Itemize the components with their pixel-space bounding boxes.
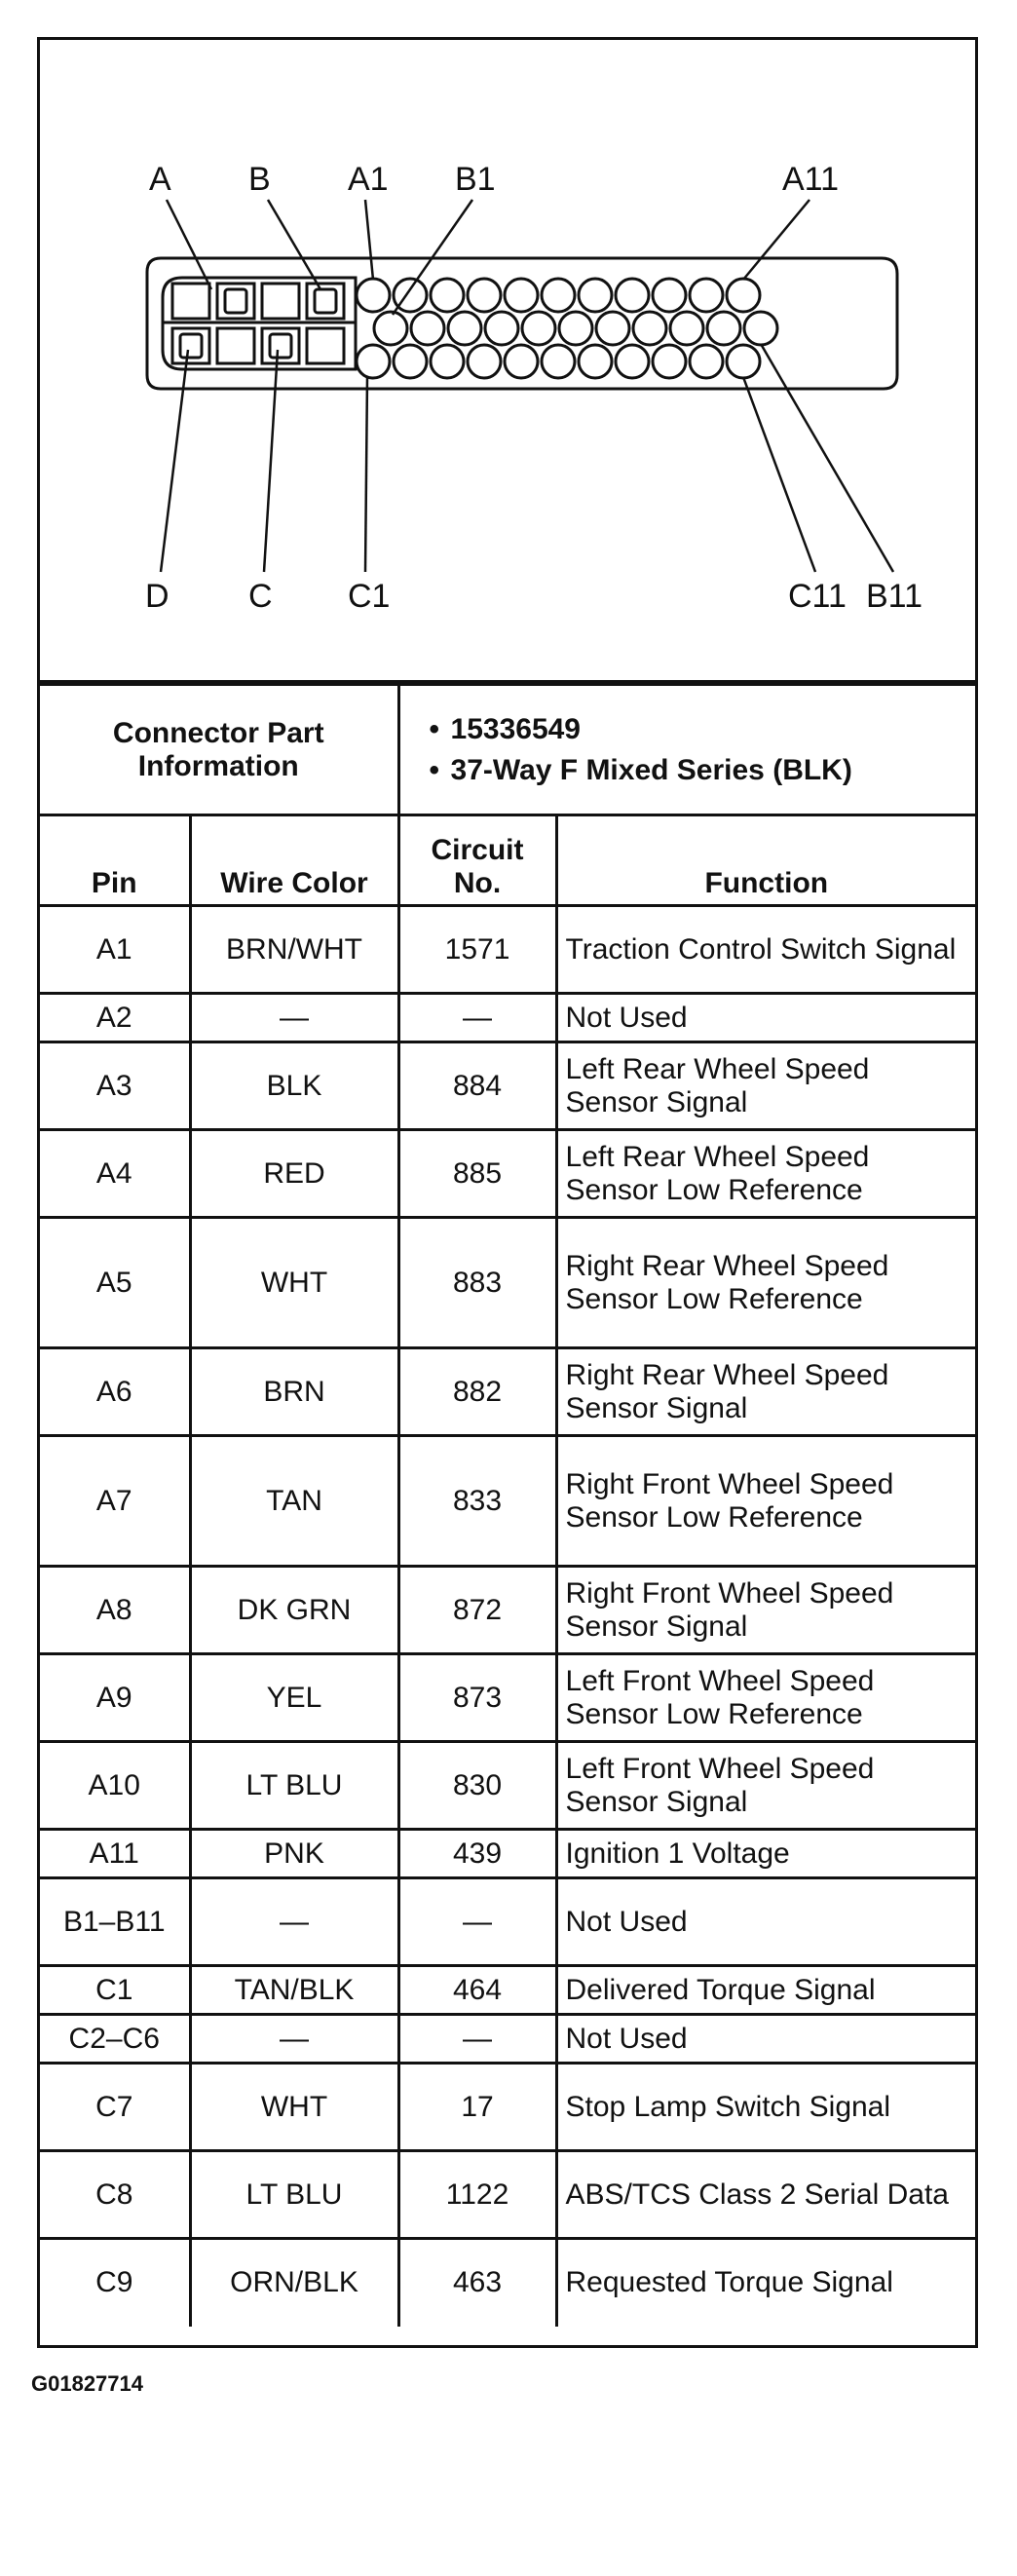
pin-cavity-b	[707, 312, 740, 345]
pin-cell: A5	[40, 1218, 190, 1348]
function-cell: Not Used	[556, 994, 975, 1042]
function-cell: Ignition 1 Voltage	[556, 1830, 975, 1878]
callout-a1: A1	[348, 161, 389, 198]
circuit-no-cell: 439	[398, 1830, 556, 1878]
header-row	[40, 815, 975, 906]
pin-cavity-b	[374, 312, 407, 345]
table-row	[40, 1218, 975, 1348]
wire-color-cell: —	[190, 994, 398, 1042]
function-header: Function	[556, 815, 975, 906]
function-cell: Delivered Torque Signal	[556, 1966, 975, 2015]
pin-cell: A2	[40, 994, 190, 1042]
wire-color-cell: TAN	[190, 1436, 398, 1567]
circuit-no-cell: —	[398, 994, 556, 1042]
pin-cell: B1–B11	[40, 1878, 190, 1966]
circuit-no-cell: 884	[398, 1042, 556, 1130]
callout-b11: B11	[866, 578, 923, 615]
table-row	[40, 1830, 975, 1878]
wire-color-cell: TAN/BLK	[190, 1966, 398, 2015]
circuit-no-cell: 882	[398, 1348, 556, 1436]
wire-color-header: Wire Color	[190, 815, 398, 906]
circuit-no-cell: 872	[398, 1567, 556, 1654]
function-cell: Left Rear Wheel Speed Sensor Signal	[556, 1042, 975, 1130]
pin-cavity-a	[357, 279, 390, 312]
function-cell: Stop Lamp Switch Signal	[556, 2064, 975, 2151]
pin-cavity-b	[596, 312, 629, 345]
pin-cavity-c	[690, 345, 723, 378]
pin-cell: A7	[40, 1436, 190, 1567]
leader-line-a	[167, 200, 211, 289]
part-info-label: Connector Part Information	[40, 685, 398, 815]
power-cavity	[262, 284, 299, 319]
pin-cavity-c	[616, 345, 649, 378]
power-terminal	[315, 289, 336, 313]
table-row	[40, 2064, 975, 2151]
circuit-no-cell: 830	[398, 1742, 556, 1830]
wire-color-cell: LT BLU	[190, 1742, 398, 1830]
leader-line-d	[161, 350, 188, 572]
pin-cavity-b	[633, 312, 666, 345]
callout-b: B	[248, 161, 271, 198]
figure-code: G01827714	[31, 2371, 143, 2396]
leader-line-c1	[365, 377, 367, 572]
table-row	[40, 1742, 975, 1830]
pin-cell: A11	[40, 1830, 190, 1878]
wire-color-cell: —	[190, 1878, 398, 1966]
function-cell: Left Front Wheel Speed Sensor Low Reference	[556, 1654, 975, 1742]
wire-color-cell: DK GRN	[190, 1567, 398, 1654]
circuit-no-cell: 1122	[398, 2151, 556, 2239]
leader-line-c	[264, 350, 278, 572]
callout-c1: C1	[348, 578, 391, 615]
pin-cell: A10	[40, 1742, 190, 1830]
connector-diagram	[40, 40, 975, 683]
table-row	[40, 1130, 975, 1218]
pin-cavity-a	[727, 279, 760, 312]
pin-cell: A3	[40, 1042, 190, 1130]
leader-line-b11	[761, 344, 893, 572]
wire-color-cell: PNK	[190, 1830, 398, 1878]
pin-cell: A4	[40, 1130, 190, 1218]
pin-cavity-c	[431, 345, 464, 378]
leader-line-a1	[365, 200, 373, 280]
power-cavity	[217, 328, 254, 363]
function-cell: Not Used	[556, 1878, 975, 1966]
part-info-values	[398, 685, 975, 815]
connector-face-drawing	[40, 40, 975, 680]
circuit-no-cell: —	[398, 1878, 556, 1966]
function-cell: Left Front Wheel Speed Sensor Signal	[556, 1742, 975, 1830]
circuit-no-cell: —	[398, 2015, 556, 2064]
wire-color-cell: LT BLU	[190, 2151, 398, 2239]
callout-a: A	[149, 161, 171, 198]
wire-color-cell: —	[190, 2015, 398, 2064]
pin-cavity-b	[411, 312, 444, 345]
pin-cavity-b	[670, 312, 703, 345]
callout-b1: B1	[455, 161, 496, 198]
circuit-no-cell: 463	[398, 2239, 556, 2327]
pin-cavity-c	[579, 345, 612, 378]
power-terminal	[180, 334, 202, 358]
circuit-no-cell: 873	[398, 1654, 556, 1742]
pin-cell: A6	[40, 1348, 190, 1436]
table-row	[40, 1436, 975, 1567]
callout-d: D	[145, 578, 170, 615]
pin-header: Pin	[40, 815, 190, 906]
power-cavity	[307, 328, 344, 363]
pin-cavity-b	[559, 312, 592, 345]
pinout-table	[40, 683, 975, 2327]
pin-cell: C9	[40, 2239, 190, 2327]
pin-cavity-a	[542, 279, 575, 312]
table-row	[40, 906, 975, 994]
pin-cavity-c	[653, 345, 686, 378]
table-row	[40, 1567, 975, 1654]
callout-c11: C11	[788, 578, 847, 615]
part-number: • 15336549	[430, 713, 968, 746]
pin-cell: A9	[40, 1654, 190, 1742]
circuit-no-cell: 464	[398, 1966, 556, 2015]
callout-a11: A11	[782, 161, 839, 198]
table-row	[40, 1654, 975, 1742]
wire-color-cell: RED	[190, 1130, 398, 1218]
table-row	[40, 994, 975, 1042]
pin-cell: C2–C6	[40, 2015, 190, 2064]
wire-color-cell: WHT	[190, 2064, 398, 2151]
wire-color-cell: YEL	[190, 1654, 398, 1742]
leader-line-c11	[743, 377, 815, 572]
function-cell: Not Used	[556, 2015, 975, 2064]
part-info-row	[40, 685, 975, 815]
pin-cavity-b	[485, 312, 518, 345]
pin-cavity-b	[448, 312, 481, 345]
circuit-no-cell: 883	[398, 1218, 556, 1348]
function-cell: Right Rear Wheel Speed Sensor Signal	[556, 1348, 975, 1436]
pin-cavity-c	[505, 345, 538, 378]
pin-cavity-a	[690, 279, 723, 312]
circuit-no-cell: 1571	[398, 906, 556, 994]
connector-series: • 37-Way F Mixed Series (BLK)	[430, 754, 968, 787]
wire-color-cell: BLK	[190, 1042, 398, 1130]
pin-cell: C7	[40, 2064, 190, 2151]
leader-line-b	[268, 200, 320, 289]
table-row	[40, 1348, 975, 1436]
function-cell: Right Rear Wheel Speed Sensor Low Reference	[556, 1218, 975, 1348]
power-terminal	[225, 289, 246, 313]
circuit-no-cell: 833	[398, 1436, 556, 1567]
power-terminal	[270, 334, 291, 358]
callout-c: C	[248, 578, 273, 615]
pin-cell: A8	[40, 1567, 190, 1654]
table-row	[40, 1966, 975, 2015]
function-cell: ABS/TCS Class 2 Serial Data	[556, 2151, 975, 2239]
pin-cavity-a	[653, 279, 686, 312]
function-cell: Traction Control Switch Signal	[556, 906, 975, 994]
pin-cell: C8	[40, 2151, 190, 2239]
function-cell: Requested Torque Signal	[556, 2239, 975, 2327]
leader-line-a11	[743, 200, 810, 280]
wire-color-cell: WHT	[190, 1218, 398, 1348]
table-row	[40, 1042, 975, 1130]
wire-color-cell: BRN/WHT	[190, 906, 398, 994]
function-cell: Right Front Wheel Speed Sensor Signal	[556, 1567, 975, 1654]
pin-cavity-a	[468, 279, 501, 312]
pin-cavity-c	[727, 345, 760, 378]
function-cell: Right Front Wheel Speed Sensor Low Reference	[556, 1436, 975, 1567]
circuit-no-cell: 17	[398, 2064, 556, 2151]
table-row	[40, 2151, 975, 2239]
pin-cavity-c	[468, 345, 501, 378]
pin-cavity-b	[744, 312, 777, 345]
table-row	[40, 2015, 975, 2064]
pin-cell: C1	[40, 1966, 190, 2015]
pin-cavity-a	[505, 279, 538, 312]
pin-cavity-a	[579, 279, 612, 312]
wire-color-cell: BRN	[190, 1348, 398, 1436]
connector-frame	[37, 37, 978, 2348]
wire-color-cell: ORN/BLK	[190, 2239, 398, 2327]
pin-cavity-a	[616, 279, 649, 312]
pin-cavity-a	[431, 279, 464, 312]
function-cell: Left Rear Wheel Speed Sensor Low Reference	[556, 1130, 975, 1218]
circuit-no-header: Circuit No.	[398, 815, 556, 906]
table-row	[40, 2239, 975, 2327]
pin-cavity-c	[542, 345, 575, 378]
table-row	[40, 1878, 975, 1966]
circuit-no-cell: 885	[398, 1130, 556, 1218]
pin-cavity-c	[394, 345, 427, 378]
pin-cavity-c	[357, 345, 390, 378]
pin-cavity-b	[522, 312, 555, 345]
power-cavity	[172, 284, 209, 319]
pin-cell: A1	[40, 906, 190, 994]
